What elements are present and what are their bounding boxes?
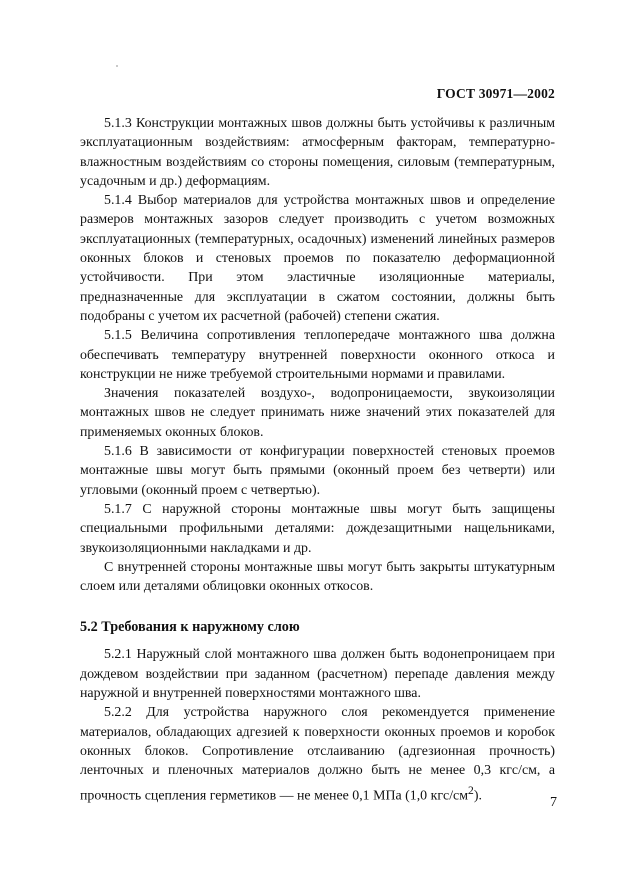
scan-speck	[116, 65, 118, 67]
paragraph-inner-side: С внутренней стороны монтажные швы могут быть закрыты штукатурным слоем или деталями облицовки оконных откосов.	[80, 559, 555, 595]
paragraph-5-1-4: 5.1.4 Выбор материалов для устройства монтажных швов и определение размеров монтажных зазоров следует производить с учетом возможных эксплуатационных (температурных, осадочных) изменений линейных размеров оконных блоков и стеновых проемов по показателю деформационной устойчивости. При этом эластичные изоляционные материалы, предназначенные для эксплуатации в сжатом состоянии, должны быть подобраны с учетом их расчетной (рабочей) степени сжатия.	[80, 193, 555, 324]
superscript-two: 2	[468, 783, 474, 797]
document-body	[80, 114, 555, 805]
standard-header: ГОСТ 30971—2002	[436, 86, 555, 101]
paragraph-5-1-7: 5.1.7 С наружной стороны монтажные швы могут быть защищены специальными профильными деталями: дождезащитными нащельниками, звукоизоляционными накладками и др.	[80, 501, 555, 556]
section-title-5-2: 5.2 Требования к наружному слою	[80, 619, 300, 636]
page-number: 7	[550, 795, 557, 810]
paragraph-5-2-2	[80, 703, 555, 805]
paragraph-values: Значения показателей воздухо-, водопроницаемости, звукоизоляции монтажных швов не следует принимать ниже значений этих показателей для применяемых оконных блоков.	[80, 386, 555, 440]
paragraph-5-1-3: 5.1.3 Конструкции монтажных швов должны быть устойчивы к различным эксплуатационным воздействиям: атмосферным факторам, температурно-влажностным воздействиям со стороны помещения, силовым (температурным, усадочным и др.) деформациям.	[80, 116, 555, 189]
paragraph-5-1-6: 5.1.6 В зависимости от конфигурации поверхностей стеновых проемов монтажные швы могут быть прямыми (оконный проем без четверти) или угловыми (оконный проем с четвертью).	[80, 444, 555, 498]
paragraph-5-2-2-text: 5.2.2 Для устройства наружного слоя рекомендуется применение материалов, обладающих адгезией к поверхности оконных проемов и коробок оконных блоков. Сопротивление отслаиванию (адгезионная прочность) ленточных и пленочных материалов должно быть не менее 0,3 кгс/см, а прочность сцепления герметиков — не менее 0,1 МПа (1,0 кгс/см	[80, 705, 555, 804]
paragraph-5-2-2-end: ).	[473, 788, 482, 804]
paragraph-5-1-5: 5.1.5 Величина сопротивления теплопередаче монтажного шва должна обеспечивать температуру внутренней поверхности оконного откоса и конструкции не ниже требуемой строительными нормами и правилами.	[80, 328, 555, 382]
paragraph-5-2-1: 5.2.1 Наружный слой монтажного шва должен быть водонепроницаем при дождевом воздействии при заданном (расчетном) перепаде давления между наружной и внутренней поверхностями монтажного шва.	[80, 647, 555, 702]
